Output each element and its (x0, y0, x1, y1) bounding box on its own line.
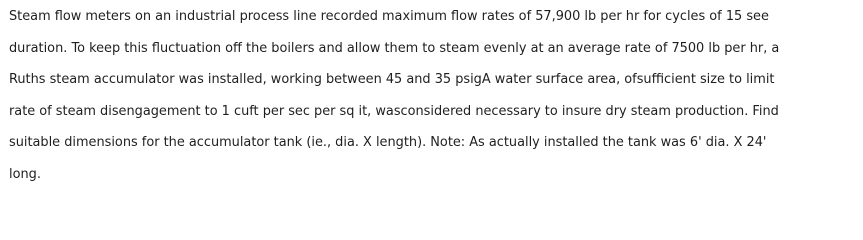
problem-statement (9, 0, 859, 190)
problem-line-2: duration. To keep this fluctuation off the boilers and allow them to steam evenly at an average rate of 7500 lb per hr, a (9, 40, 780, 56)
problem-line-5: suitable dimensions for the accumulator tank (ie., dia. X length). Note: As actually installed the tank was 6' dia. X 24' (9, 135, 767, 150)
problem-line-1: Steam flow meters on an industrial process line recorded maximum flow rates of 57,900 lb per hr for cycles of 15 see (9, 9, 769, 24)
problem-line-4: rate of steam disengagement to 1 cuft per sec per sq it, wasconsidered necessary to insure dry steam production. Find (9, 103, 779, 119)
problem-line-6: long. (9, 166, 41, 182)
problem-line-3: Ruths steam accumulator was installed, working between 45 and 35 psigA water surface area, ofsufficient size to limit (9, 72, 775, 87)
